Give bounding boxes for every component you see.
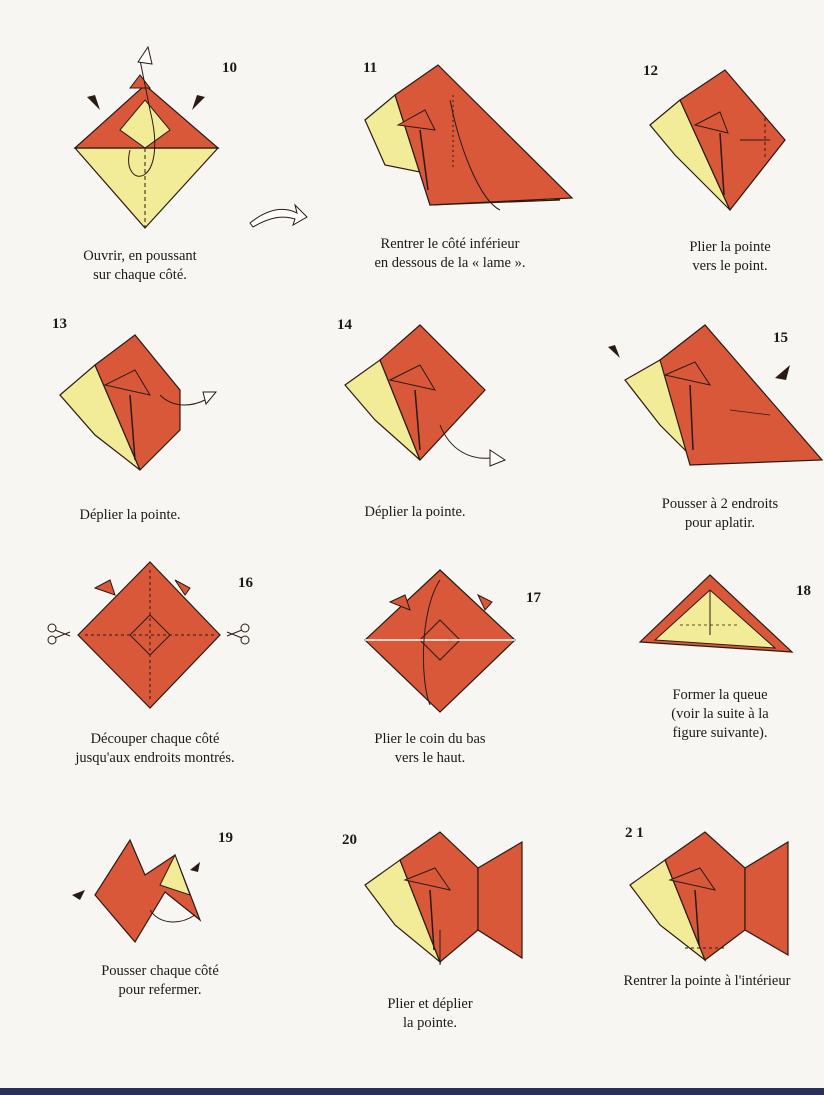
step-17 <box>330 540 590 790</box>
step-15-caption: Pousser à 2 endroits pour aplatir. <box>661 496 779 531</box>
step-15-number: 15 <box>773 330 788 346</box>
step-13-diagram <box>0 300 260 540</box>
step-12-caption: Plier la pointe vers le point. <box>689 239 771 274</box>
step-16-number: 16 <box>238 575 253 591</box>
step-11-number: 11 <box>363 60 378 76</box>
step-19-caption: Pousser chaque côté pour refermer. <box>101 963 219 998</box>
step-14 <box>310 300 590 540</box>
step-20-number: 20 <box>342 832 357 848</box>
step-16-caption: Découper chaque côté jusqu'aux endroits montrés. <box>75 731 235 766</box>
step-19-diagram <box>0 800 300 1050</box>
step-12 <box>620 0 824 300</box>
step-21-number: 2 1 <box>625 825 644 841</box>
step-12-number: 12 <box>643 63 658 79</box>
step-18-diagram <box>620 540 824 790</box>
step-11-caption: Rentrer le côté inférieur en dessous de la « lame ». <box>374 236 526 271</box>
step-10 <box>0 0 260 300</box>
step-17-caption: Plier le coin du bas vers le haut. <box>374 731 486 766</box>
step-13-number: 13 <box>52 316 67 332</box>
next-arrow-icon <box>245 195 315 235</box>
step-15 <box>590 300 824 540</box>
step-13 <box>0 300 260 540</box>
step-18-caption: Former la queue (voir la suite à la figure suivante). <box>671 687 769 741</box>
bottom-edge <box>0 1088 824 1095</box>
step-14-number: 14 <box>337 317 352 333</box>
step-13-caption: Déplier la pointe. <box>79 507 181 523</box>
step-10-caption: Ouvrir, en poussant sur chaque côté. <box>83 248 197 283</box>
step-17-number: 17 <box>526 590 541 606</box>
scissors-icon <box>48 624 70 644</box>
step-14-caption: Déplier la pointe. <box>364 504 466 520</box>
step-18-number: 18 <box>796 583 811 599</box>
step-11 <box>310 0 590 300</box>
step-19 <box>0 800 300 1050</box>
scissors-icon <box>227 624 249 644</box>
step-16 <box>0 540 300 790</box>
step-10-number: 10 <box>222 60 237 76</box>
step-20 <box>330 800 590 1050</box>
step-20-caption: Plier et déplier la pointe. <box>387 996 473 1031</box>
step-21 <box>600 800 824 1050</box>
step-19-number: 19 <box>218 830 233 846</box>
step-21-caption: Rentrer la pointe à l'intérieur <box>623 973 791 989</box>
step-18 <box>620 540 824 790</box>
